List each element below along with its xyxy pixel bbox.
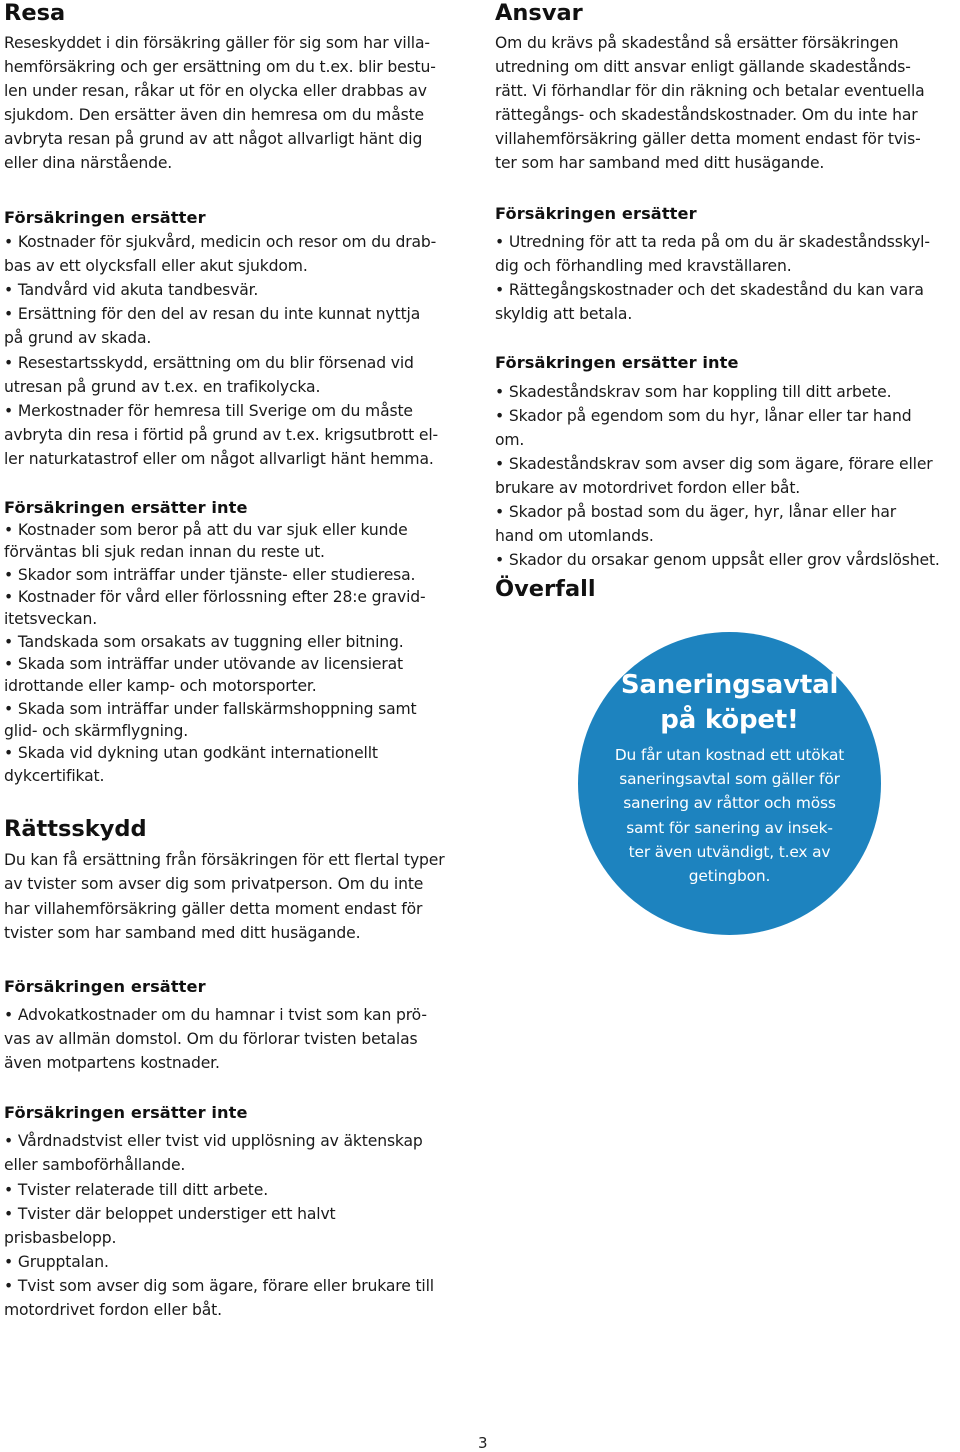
overfall-heading: Överfall bbox=[495, 576, 596, 602]
rattsskydd-not-covered-line: • Tvister relaterade till ditt arbete. bbox=[4, 1181, 269, 1199]
resa-not-covered-line: idrottande eller kamp- och motorsporter. bbox=[4, 677, 317, 695]
rattsskydd-covered-line: vas av allmän domstol. Om du förlorar tvisten betalas bbox=[4, 1030, 418, 1048]
rattsskydd-not-covered-line: • Vårdnadstvist eller tvist vid upplösning av äktenskap bbox=[4, 1132, 423, 1150]
ansvar-covered-line: skyldig att betala. bbox=[495, 305, 633, 323]
ansvar-not-covered-line: • Skador på egendom som du hyr, lånar eller tar hand bbox=[495, 407, 912, 425]
resa-not-covered-line: • Kostnader som beror på att du var sjuk eller kunde bbox=[4, 521, 408, 539]
resa-not-covered-line: • Skada som inträffar under utövande av licensierat bbox=[4, 655, 404, 673]
resa-not-covered-line: glid- och skärmflygning. bbox=[4, 722, 189, 740]
promo-title-line: Saneringsavtal bbox=[620, 670, 839, 700]
promo-body-line: getingbon. bbox=[688, 867, 771, 885]
rattsskydd-not-covered-line: • Tvister där beloppet understiger ett halvt bbox=[4, 1205, 336, 1223]
resa-intro-line: hemförsäkring och ger ersättning om du t.ex. blir bestu- bbox=[4, 58, 436, 76]
rattsskydd-not-covered-line: • Tvist som avser dig som ägare, förare eller brukare till bbox=[4, 1277, 434, 1295]
ansvar-intro-line: villahemförsäkring gäller detta moment endast för tvis- bbox=[495, 130, 921, 148]
rattsskydd-intro-line: har villahemförsäkring gäller detta moment endast för bbox=[4, 900, 423, 918]
ansvar-intro-line: Om du krävs på skadestånd så ersätter försäkringen bbox=[495, 34, 899, 52]
resa-intro-line: len under resan, råkar ut för en olycka eller drabbas av bbox=[4, 82, 427, 100]
resa-intro-line: sjukdom. Den ersätter även din hemresa om du måste bbox=[4, 106, 424, 124]
ansvar-not-covered-line: brukare av motordrivet fordon eller båt. bbox=[495, 479, 801, 497]
rattsskydd-covered-line: • Advokatkostnader om du hamnar i tvist som kan prö- bbox=[4, 1006, 427, 1024]
resa-not-covered-line: förväntas bli sjuk redan innan du reste ut. bbox=[4, 543, 325, 561]
ansvar-heading: Ansvar bbox=[495, 0, 583, 26]
resa-covered-heading: Försäkringen ersätter bbox=[4, 208, 206, 227]
resa-intro-line: Reseskyddet i din försäkring gäller för sig som har villa- bbox=[4, 34, 430, 52]
ansvar-not-covered-line: hand om utomlands. bbox=[495, 527, 654, 545]
resa-intro-line: avbryta resan på grund av att något allvarligt hänt dig bbox=[4, 130, 423, 148]
ansvar-covered-line: • Rättegångskostnader och det skadestånd du kan vara bbox=[495, 281, 924, 299]
ansvar-not-covered-line: • Skadeståndskrav som har koppling till ditt arbete. bbox=[495, 383, 892, 401]
promo-body-line: sanering av råttor och möss bbox=[623, 794, 836, 812]
ansvar-not-covered-heading: Försäkringen ersätter inte bbox=[495, 353, 739, 372]
rattsskydd-not-covered-heading: Försäkringen ersätter inte bbox=[4, 1103, 248, 1122]
resa-covered-line: • Resestartsskydd, ersättning om du blir försenad vid bbox=[4, 354, 414, 372]
rattsskydd-intro-line: Du kan få ersättning från försäkringen för ett flertal typer bbox=[4, 851, 445, 869]
resa-covered-line: bas av ett olycksfall eller akut sjukdom. bbox=[4, 257, 308, 275]
promo-body-line: saneringsavtal som gäller för bbox=[619, 770, 840, 788]
rattsskydd-not-covered-line: motordrivet fordon eller båt. bbox=[4, 1301, 222, 1319]
rattsskydd-covered-heading: Försäkringen ersätter bbox=[4, 977, 206, 996]
ansvar-intro-line: utredning om ditt ansvar enligt gällande skadestånds- bbox=[495, 58, 911, 76]
resa-heading: Resa bbox=[4, 0, 66, 26]
resa-not-covered-line: • Skada vid dykning utan godkänt internationellt bbox=[4, 744, 378, 762]
ansvar-not-covered-line: • Skador du orsakar genom uppsåt eller grov vårdslöshet. bbox=[495, 551, 940, 569]
resa-not-covered-line: itetsveckan. bbox=[4, 610, 98, 628]
promo-title-line: på köpet! bbox=[660, 705, 799, 735]
resa-not-covered-line: • Kostnader för vård eller förlossning efter 28:e gravid- bbox=[4, 588, 426, 606]
page-number: 3 bbox=[478, 1434, 488, 1452]
promo-badge bbox=[578, 632, 881, 935]
resa-covered-line: ler naturkatastrof eller om något allvarligt hänt hemma. bbox=[4, 450, 434, 468]
ansvar-not-covered-line: • Skador på bostad som du äger, hyr, lånar eller har bbox=[495, 503, 896, 521]
resa-intro-line: eller dina närstående. bbox=[4, 154, 173, 172]
rattsskydd-intro-line: av tvister som avser dig som privatperson. Om du inte bbox=[4, 875, 424, 893]
resa-covered-line: avbryta din resa i förtid på grund av t.ex. krigsutbrott el- bbox=[4, 426, 439, 444]
ansvar-intro-line: rätt. Vi förhandlar för din räkning och betalar eventuella bbox=[495, 82, 925, 100]
resa-not-covered-line: dykcertifikat. bbox=[4, 767, 105, 785]
rattsskydd-not-covered-line: prisbasbelopp. bbox=[4, 1229, 117, 1247]
rattsskydd-intro-line: tvister som har samband med ditt husägande. bbox=[4, 924, 361, 942]
ansvar-not-covered-line: om. bbox=[495, 431, 525, 449]
resa-covered-line: på grund av skada. bbox=[4, 329, 152, 347]
ansvar-not-covered-line: • Skadeståndskrav som avser dig som ägare, förare eller bbox=[495, 455, 933, 473]
rattsskydd-not-covered-line: • Grupptalan. bbox=[4, 1253, 109, 1271]
ansvar-intro-line: rättegångs- och skadeståndskostnader. Om du inte har bbox=[495, 106, 918, 124]
resa-covered-line: • Kostnader för sjukvård, medicin och resor om du drab- bbox=[4, 233, 437, 251]
ansvar-covered-line: dig och förhandling med kravställaren. bbox=[495, 257, 792, 275]
rattsskydd-not-covered-line: eller samboförhållande. bbox=[4, 1156, 186, 1174]
resa-not-covered-line: • Skada som inträffar under fallskärmshoppning samt bbox=[4, 700, 417, 718]
resa-covered-line: • Tandvård vid akuta tandbesvär. bbox=[4, 281, 259, 299]
ansvar-covered-heading: Försäkringen ersätter bbox=[495, 204, 697, 223]
resa-not-covered-line: • Tandskada som orsakats av tuggning eller bitning. bbox=[4, 633, 404, 651]
ansvar-covered-line: • Utredning för att ta reda på om du är skadeståndsskyl- bbox=[495, 233, 930, 251]
resa-not-covered-line: • Skador som inträffar under tjänste- eller studieresa. bbox=[4, 566, 416, 584]
promo-body-line: samt för sanering av insek- bbox=[626, 819, 833, 837]
rattsskydd-covered-line: även motpartens kostnader. bbox=[4, 1054, 220, 1072]
rattsskydd-heading: Rättsskydd bbox=[4, 816, 147, 842]
promo-body-line: Du får utan kostnad ett utökat bbox=[614, 746, 845, 764]
ansvar-intro-line: ter som har samband med ditt husägande. bbox=[495, 154, 825, 172]
resa-not-covered-heading: Försäkringen ersätter inte bbox=[4, 498, 248, 517]
promo-body-line: ter även utvändigt, t.ex av bbox=[628, 843, 831, 861]
resa-covered-line: • Merkostnader för hemresa till Sverige om du måste bbox=[4, 402, 413, 420]
resa-covered-line: utresan på grund av t.ex. en trafikolycka. bbox=[4, 378, 321, 396]
resa-covered-line: • Ersättning för den del av resan du inte kunnat nyttja bbox=[4, 305, 421, 323]
